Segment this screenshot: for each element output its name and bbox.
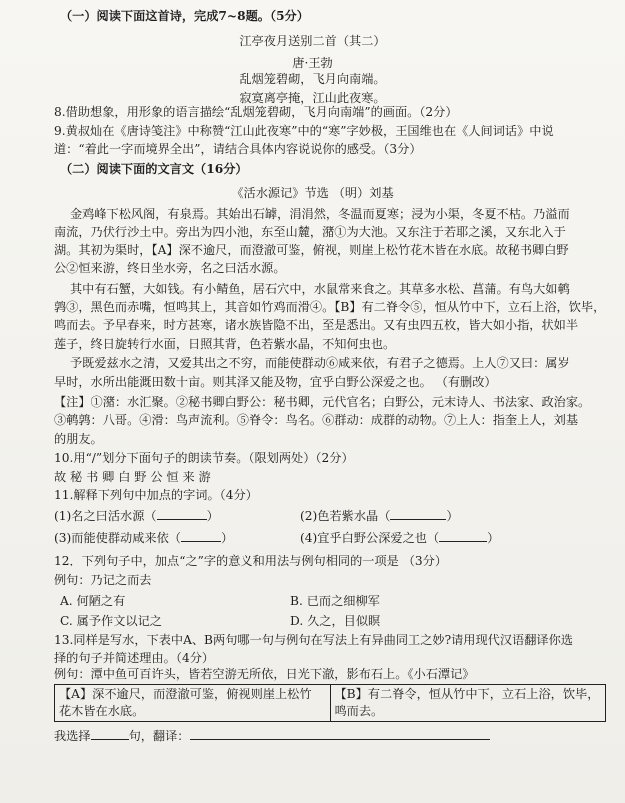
poem-section-heading: （一）阅读下面这首诗，完成7~8题。（5分）	[60, 9, 309, 23]
notes-line: ③鹌鹑：八哥。④滑：鸟声流利。⑤脊令：鸟名。⑥群动：成群的动物。⑦上人：指奎上人，刘基	[54, 413, 579, 427]
prose-section-heading: （二）阅读下面的文言文（16分）	[60, 162, 248, 176]
poem-line-1: 乱烟笼碧砌，飞月向南端。	[239, 72, 386, 86]
q11-item-2-close: ）	[446, 509, 459, 523]
q12-option-d[interactable]: D. 久之，目似瞑	[290, 614, 381, 628]
table-row	[55, 685, 606, 722]
paragraph-1-line: 南流，乃伏行沙土中。旁出为四小池，东至山麓，潴①为大池。又东注于若耶之溪，又东北入于	[54, 225, 566, 239]
q11-item-4	[300, 530, 499, 547]
paragraph-1-line: 金鸡峰下松风阁，有泉焉。其始出石罅，涓涓然，冬温而夏寒；浸为小渠，冬夏不枯。乃溢而	[70, 207, 570, 221]
q11-item-2-text: (2)色若紫水晶（	[300, 509, 391, 523]
q11-item-1-close: ）	[206, 509, 219, 523]
q11-item-4-close: ）	[487, 531, 500, 545]
q11-item-2-answer-blank[interactable]	[390, 519, 446, 520]
answer-choice-blank[interactable]	[91, 739, 129, 740]
q11-item-1-text: (1)名之曰活水源（	[54, 509, 157, 523]
q11-item-1-answer-blank[interactable]	[157, 519, 207, 520]
question-13-line-1: 13.同样是写水，下表中A、B两句哪一句与例句在写法上有异曲同工之妙?请用现代汉语翻译你选	[54, 633, 573, 647]
paragraph-2-line: 莲子，终日旋转行水面，日照其背，色若紫水晶，不知何虫也。	[54, 337, 396, 351]
notes-line: 【注】①潴：水汇聚。②秘书卿白野公：秘书卿，元代官名；白野公，元末诗人、书法家、政治家。	[54, 395, 591, 409]
table-b-line: 鸣而去。	[334, 704, 384, 718]
q11-item-4-text: (4)宜乎白野公深爱之也（	[300, 531, 440, 545]
q11-item-1	[54, 508, 219, 525]
table-a-line: 花木皆在水底。	[59, 704, 145, 718]
paragraph-1-line: 湖。其初为渠时，【A】深不逾尺，而澄澈可鉴，俯视，则崖上松竹花木皆在水底。故秘书卿白野	[54, 243, 569, 257]
q11-item-3-answer-blank[interactable]	[181, 541, 221, 542]
paragraph-2-line: 鹑③，黑色而赤嘴，恒鸣其上，其音如竹鸡而滑④。【B】有二脊令⑤，恒从竹中下，立石上浴，饮毕，	[54, 300, 606, 314]
q12-option-c[interactable]: C. 属予作文以记之	[60, 614, 162, 628]
question-10-sentence: 故 秘 书 卿 白 野 公 恒 来 游	[54, 470, 211, 484]
q11-item-4-answer-blank[interactable]	[439, 541, 487, 542]
question-9-line-1: 9.黄叔灿在《唐诗笺注》中称赞“江山此夜寒”中的“寒”字妙极，王国维也在《人间词话》中说	[54, 124, 554, 138]
answer-line	[54, 728, 490, 745]
paragraph-3-line: 早时，水所出能溉田数十亩。则其泽又能及物，宜乎白野公深爱之也。 （有删改）	[54, 375, 497, 389]
answer-prefix: 我选择	[54, 729, 91, 743]
question-13-line-2: 择的句子并简述理由。（4分）	[54, 651, 215, 665]
q11-item-3	[54, 530, 233, 547]
question-8: 8.借助想象，用形象的语言描绘“乱烟笼碧砌，飞月向南端”的画面。（2分）	[54, 105, 458, 119]
notes-line: 的朋友。	[54, 432, 103, 446]
q12-option-a[interactable]: A. 何陋之有	[60, 594, 126, 608]
q12-option-b[interactable]: B. 已而之细柳军	[290, 594, 380, 608]
comparison-table	[54, 684, 606, 722]
q11-item-3-text: (3)而能使群动咸来依（	[54, 531, 181, 545]
table-b-line: 【B】有二脊令，恒从竹中下，立石上浴，饮毕，	[334, 687, 600, 701]
paragraph-2-line: 鸣而去。予早春来，时方甚寒，诸水族皆隐不出，至是悉出。又有虫四五枚，皆大如小指，状如半	[54, 318, 579, 332]
paragraph-2-line: 其中有石蟹，大如钱。有小鲭鱼，居石穴中，水鼠常来食之。其草多水松、菖蒲。有鸟大如鹌	[70, 282, 570, 296]
table-cell-a	[55, 685, 331, 722]
prose-title: 《活水源记》节选 （明）刘基	[231, 186, 394, 200]
question-13-example: 例句：潭中鱼可百许头，皆若空游无所依，日光下澈，影布石上。《小石潭记》	[54, 667, 475, 681]
paragraph-3-line: 予既爱兹水之清，又爱其出之不穷，而能使群动⑥咸来依，有君子之德焉。上人⑦又曰：属岁	[70, 356, 570, 370]
question-12-example: 例句：乃记之而去	[54, 573, 152, 587]
q11-item-3-close: ）	[220, 531, 234, 545]
question-9-line-2: 道：“着此一字而境界全出”，请结合具体内容说说你的感受。（3分）	[54, 142, 422, 156]
table-cell-b	[330, 685, 606, 722]
poem-line-2: 寂寞离亭掩，江山此夜寒。	[239, 91, 386, 105]
answer-mid: 句，翻译：	[128, 729, 190, 743]
question-11: 11.解释下列句中加点的字词。（4分）	[54, 488, 258, 502]
answer-translation-blank[interactable]	[190, 739, 490, 740]
poem-author: 唐·王勃	[292, 56, 333, 70]
poem-title: 江亭夜月送别二首（其二）	[239, 34, 386, 48]
table-a-line: 【A】深不逾尺，而澄澈可鉴，俯视则崖上松竹	[59, 687, 312, 701]
q11-item-2	[300, 508, 459, 525]
paragraph-1-line: 公②恒来游，终日坐水旁，名之曰活水源。	[54, 261, 286, 275]
question-12: 12．下列句子中，加点“之”字的意义和用法与例句相同的一项是 （3分）	[54, 554, 448, 568]
question-10: 10.用“/”划分下面句子的朗读节奏。（限划两处）（2分）	[54, 451, 354, 465]
